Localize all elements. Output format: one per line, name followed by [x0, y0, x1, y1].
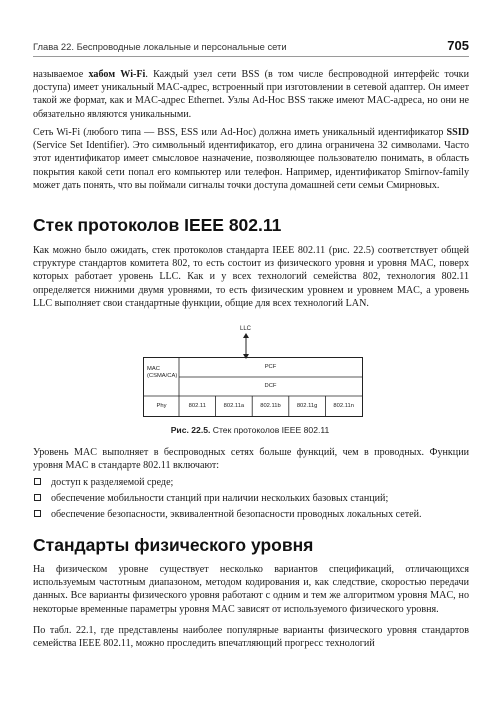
term-ssid: SSID [446, 127, 469, 138]
section-heading-physical-layer: Стандарты физического уровня [33, 535, 314, 555]
checkbox-bullet-icon [34, 494, 41, 501]
page-number: 705 [447, 38, 469, 53]
term-hub-wifi: хабом Wi-Fi [88, 69, 146, 80]
up-down-arrow-icon [238, 333, 254, 359]
section-heading-protocol-stack: Стек протоколов IEEE 802.11 [33, 215, 282, 235]
llc-label: LLC [240, 326, 252, 332]
mac-label: MAC (CSMA/CA) [147, 366, 178, 379]
checkbox-bullet-icon [34, 478, 41, 485]
page-header [33, 38, 469, 57]
phy-variant: 802.11a [223, 403, 245, 409]
checkbox-bullet-icon [34, 510, 41, 517]
figure-caption-label: Рис. 22.5. [170, 425, 211, 435]
phy-variant: 802.11 [188, 403, 206, 409]
paragraph-hub: называемое хабом Wi-Fi. Каждый узел сети BSS (в том числе беспроводной интерфейс точки доступа) имеет уникальный MAC-адрес, встроенный при изготовлении в сетевой адаптер. Он имеет такой же формат, как и MAC-адрес Ethernet. Узлы Ad-Hoc BSS также имеют MAC-адреса, но они не обязательно являются уникальными. [33, 69, 469, 120]
pcf-label: PCF [264, 364, 277, 370]
paragraph-physical-layer: На физическом уровне существует несколько вариантов спецификаций, отличающихся используемым частотным диапазоном, методом кодирования и, как следствие, скоростью передачи данных. Все варианты физического уровня работают с одним и тем же алгоритмом уровня MAC, но некоторые временные параметры уровня MAC зависят от используемого физического уровня. [33, 564, 469, 615]
paragraph-ssid: Сеть Wi-Fi (любого типа — BSS, ESS или Ad-Hoc) должна иметь уникальный идентификатор SSID (Service Set Identifier). Это символьный идентификатор, его длина ограничена 32 символами. Часто этот идентификатор имеет смысловое назначение, позволяющее пользователю понимать, в область покрытия какой сети попал его компьютер или телефон. Например, идентификатор Smirnov-family может дать понять, что вы поймали сигналы точки доступа домашней сети семьи Смирновых. [33, 127, 469, 191]
protocol-stack-diagram [143, 357, 363, 417]
phy-label: Phy [156, 403, 167, 409]
chapter-title: Глава 22. Беспроводные локальные и персональные сети [33, 41, 287, 52]
figure-caption [0, 425, 500, 435]
paragraph-mac-functions: Уровень MAC выполняет в беспроводных сетях больше функций, чем в проводных. Функции уровня MAC в стандарте 802.11 включают: [33, 447, 469, 472]
phy-variant: 802.11n [333, 403, 354, 409]
dcf-label: DCF [264, 383, 277, 389]
phy-variant: 802.11b [260, 403, 281, 409]
figure-caption-text: Стек протоколов IEEE 802.11 [210, 425, 330, 435]
paragraph-table-reference: По табл. 22.1, где представлены наиболее популярные варианты физического уровня стандартов семейства IEEE 802.11, можно проследить впечатляющий прогресс технологий [33, 625, 469, 650]
phy-variant: 802.11g [296, 403, 318, 409]
paragraph-protocol-stack: Как можно было ожидать, стек протоколов стандарта IEEE 802.11 (рис. 22.5) соответствует общей структуре стандартов комитета 802, то есть состоит из физического уровня и уровня MAC, поверх которых работает уровень LLC. Как и у всех технологий семейства 802, технология 802.11 определяется нижними двумя уровнями, то есть физическим уровнем и уровнем MAC, а уровень LLC выполняет свои стандартные функции, общие для всех технологий LAN. [33, 245, 469, 309]
